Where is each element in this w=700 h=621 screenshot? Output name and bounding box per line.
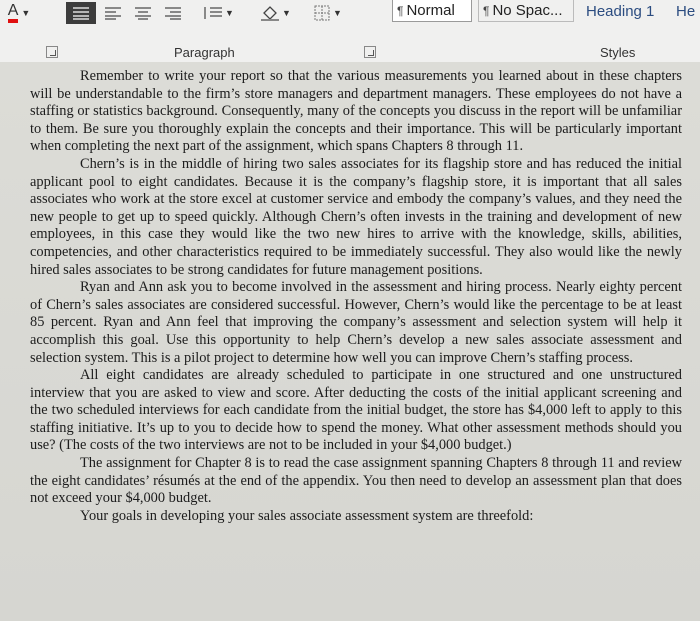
align-left-icon — [105, 6, 121, 20]
borders-button[interactable] — [306, 2, 350, 24]
body-paragraph: All eight candidates are already scheduled to participate in one structured and one unstructured interview that you are asked to view and score. After deducting the costs of the initial applicant screening and the two scheduled interviews for each candidate from the initial budget, the store has $4,000 left to apply to this staffing initiative. It’s up to you to decide how to spend the money. What other assessment methods should you use? (The costs of the two interviews are not to be included in your $4,000 budget.) — [30, 367, 682, 454]
chevron-down-icon: ▼ — [21, 8, 31, 18]
chevron-down-icon: ▼ — [282, 8, 291, 18]
style-normal[interactable] — [392, 0, 472, 22]
align-justify-icon — [73, 6, 89, 20]
body-paragraph: Ryan and Ann ask you to become involved in the assessment and hiring process. Nearly eighty percent of Chern’s sales associates are considered successful. However, Chern’s would like the percentage to be at least 85 percent. Ryan and Ann feel that improving the company’s assessment and selection system will help it accomplish this goal. Use this opportunity to help Chern’s develop a new sales associate assessment and selection system. This is a pilot project to determine how well you can improve Chern’s staffing process. — [30, 279, 682, 366]
style-heading1-label: Heading 1 — [586, 2, 655, 20]
shading-button[interactable] — [254, 2, 298, 24]
document-area[interactable] — [0, 62, 700, 621]
font-color-letter: A — [8, 3, 19, 23]
align-left-button[interactable] — [100, 2, 126, 24]
line-spacing-button[interactable] — [196, 2, 240, 24]
paint-bucket-icon — [261, 5, 279, 21]
borders-icon — [314, 5, 330, 21]
chevron-down-icon: ▼ — [225, 8, 234, 18]
font-color-button[interactable] — [2, 2, 36, 24]
body-paragraph-text: Chern’s is in the middle of hiring two sales associates for its flagship store and has reduced the initial applicant pool to eight candidates. Because it is the company’s flagship store, it is important that all sales associates who work at the store excel at customer service and embody the company’s values, and they need the new people to get up to speed quickly. Although Chern’s often invests in the training and development of new employees, in this case they would like the two new hires to arrive with the knowledge, skills, abilities, competencies, and other characteristics required to be immediately successful. They also would like the newly hired sales associates to be strong candidates for future management positions. — [30, 155, 682, 278]
style-heading1[interactable] — [582, 0, 664, 22]
justify-button[interactable] — [66, 2, 96, 24]
style-heading2[interactable] — [672, 0, 700, 22]
body-paragraph: Your goals in developing your sales associate assessment system are threefold: — [80, 507, 534, 524]
document-body[interactable] — [30, 68, 682, 525]
line-spacing-icon — [202, 6, 222, 20]
chevron-down-icon: ▼ — [333, 8, 342, 18]
align-right-icon — [165, 6, 181, 20]
font-dialog-launcher[interactable] — [46, 46, 58, 58]
body-paragraph: Remember to write your report so that the various measurements you learned about in these chapters will be understandable to the firm’s store managers and department managers. These employees do not have a staffing or statistics background. Consequently, many of the concepts you discuss in the report will be unfamiliar to them. Be sure you thoroughly explain the concepts and their importance. This will be particularly important when completing the next part of the assignment, which spans Chapters 8 through 11. — [30, 68, 682, 155]
align-center-button[interactable] — [130, 2, 156, 24]
ribbon — [0, 0, 700, 63]
style-normal-label: Normal — [406, 2, 455, 19]
style-no-spacing-label: No Spac... — [492, 2, 563, 19]
body-paragraph: The assignment for Chapter 8 is to read the case assignment spanning Chapters 8 through 11 and review the eight candidates’ résumés at the end of the appendix. You then need to develop an assessment plan that does not exceed your $4,000 budget. — [30, 455, 682, 507]
paragraph-mark-icon: ¶ — [483, 3, 490, 18]
align-center-icon — [135, 6, 151, 20]
body-paragraph-with-cursor — [30, 156, 682, 279]
paragraph-dialog-launcher[interactable] — [364, 46, 376, 58]
paragraph-group-label: Paragraph — [174, 45, 235, 60]
align-right-button[interactable] — [160, 2, 186, 24]
style-no-spacing[interactable] — [478, 0, 574, 22]
paragraph-mark-icon: ¶ — [397, 3, 404, 18]
style-heading2-label: He — [676, 2, 696, 20]
styles-group-label: Styles — [600, 45, 636, 60]
